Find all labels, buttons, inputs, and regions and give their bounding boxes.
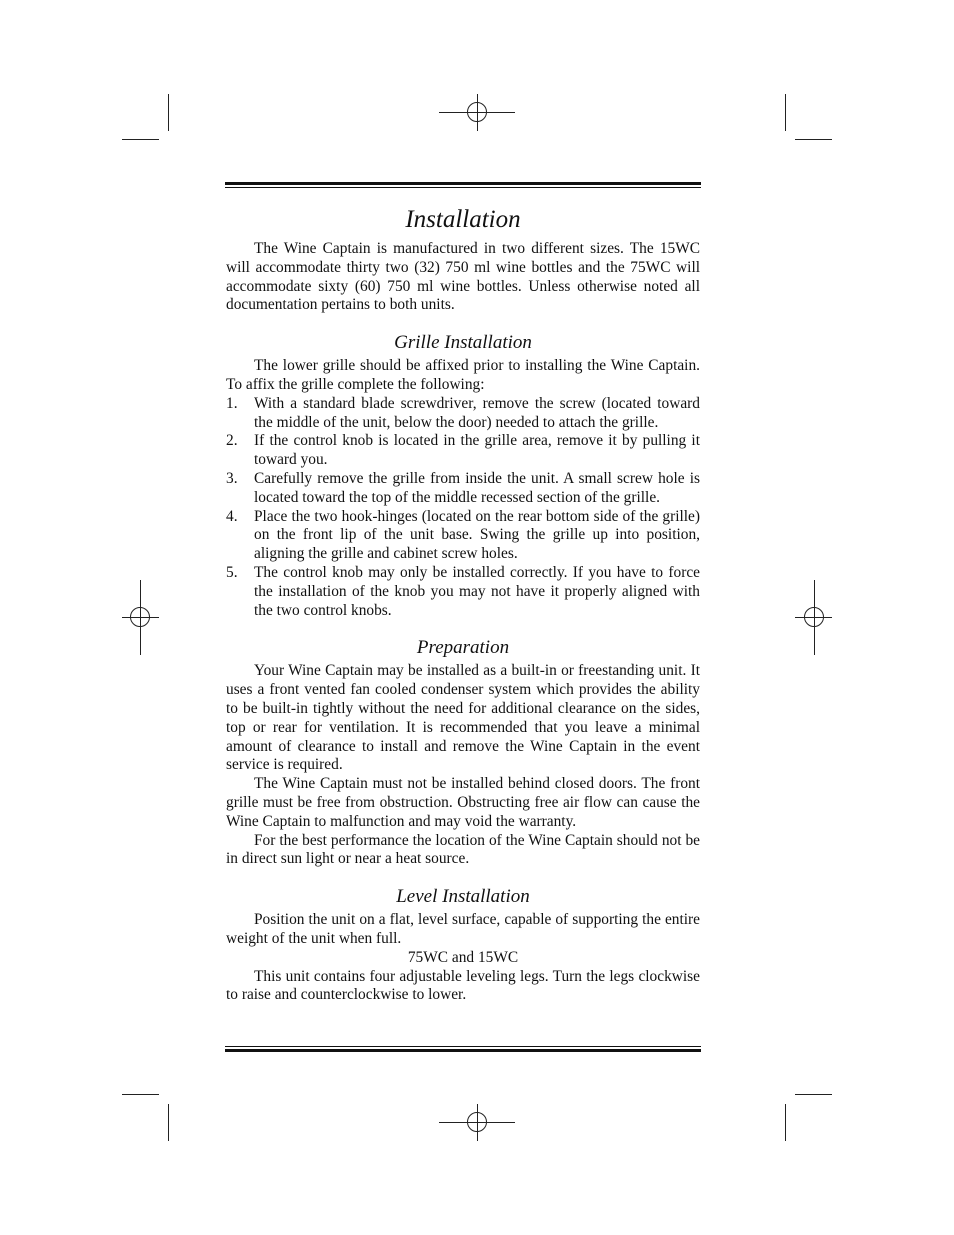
step-text: The control knob may only be installed correctly. If you have to force the installation of the knob you may not have it properly aligned with the two control knobs. — [254, 563, 700, 619]
header-rule — [225, 182, 701, 188]
step-number: 2. — [226, 432, 238, 450]
list-item — [226, 508, 700, 564]
model-label: 75WC and 15WC — [407, 948, 519, 966]
preparation-paragraph: The Wine Captain must not be installed behind closed doors. The front grille must be free from obstruction. Obstructing free air flow can cause the Wine Captain to malfunction and may void the warranty. — [226, 775, 700, 830]
preparation-heading: Preparation — [416, 637, 510, 659]
level-paragraph: Position the unit on a flat, level surface, capable of supporting the entire weight of the unit when full. — [226, 911, 700, 947]
level-paragraph: This unit contains four adjustable leveling legs. Turn the legs clockwise to raise and counterclockwise to lower. — [226, 967, 700, 1004]
crop-mark — [122, 1094, 159, 1095]
step-number: 1. — [226, 394, 238, 412]
page-content — [226, 204, 700, 1005]
intro-paragraph: The Wine Captain is manufactured in two different sizes. The 15WC will accommodate thirty two (32) 750 ml wine bottles and the 75WC will accommodate sixty (60) 750 ml wine bottles. Unless otherwise noted all documentation pertains to both units. — [226, 240, 700, 314]
crop-mark — [168, 1104, 169, 1141]
crop-mark — [122, 139, 159, 140]
list-item — [226, 470, 700, 508]
step-text: If the control knob is located in the grille area, remove it by pulling it toward you. — [254, 432, 700, 469]
grille-intro: The lower grille should be affixed prior to installing the Wine Captain. To affix the grille complete the following: — [226, 357, 700, 393]
step-text: With a standard blade screwdriver, remove the screw (located toward the middle of the unit, below the door) needed to attach the grille. — [254, 394, 700, 431]
list-item — [226, 564, 700, 620]
list-item — [226, 395, 700, 433]
step-number: 5. — [226, 563, 238, 581]
list-item — [226, 432, 700, 470]
step-text: Carefully remove the grille from inside the unit. A small screw hole is located toward the top of the middle recessed section of the grille. — [254, 469, 700, 506]
preparation-paragraph: Your Wine Captain may be installed as a built-in or freestanding unit. It uses a front vented fan cooled condenser system which provides the ability to be built-in tightly without the need for additional clearance on the sides, top or rear for ventilation. It is recommended that you leave a minimal amount of clearance to install and remove the Wine Captain in the event service is required. — [226, 662, 700, 774]
preparation-paragraph: For the best performance the location of the Wine Captain should not be in direct sun light or near a heat source. — [226, 831, 700, 868]
footer-rule — [225, 1046, 701, 1052]
crop-mark — [795, 139, 832, 140]
crop-mark — [795, 1094, 832, 1095]
crop-mark — [785, 1104, 786, 1141]
step-number: 4. — [226, 507, 238, 525]
grille-heading: Grille Installation — [394, 332, 532, 354]
crop-mark — [785, 94, 786, 131]
step-number: 3. — [226, 469, 238, 487]
level-heading: Level Installation — [396, 886, 530, 908]
grille-steps — [226, 395, 700, 621]
page-title: Installation — [405, 206, 521, 233]
step-text: Place the two hook-hinges (located on the rear bottom side of the grille) on the front lip of the unit base. Swing the grille up into position, aligning the grille and cabinet screw holes. — [254, 507, 700, 563]
crop-mark — [168, 94, 169, 131]
